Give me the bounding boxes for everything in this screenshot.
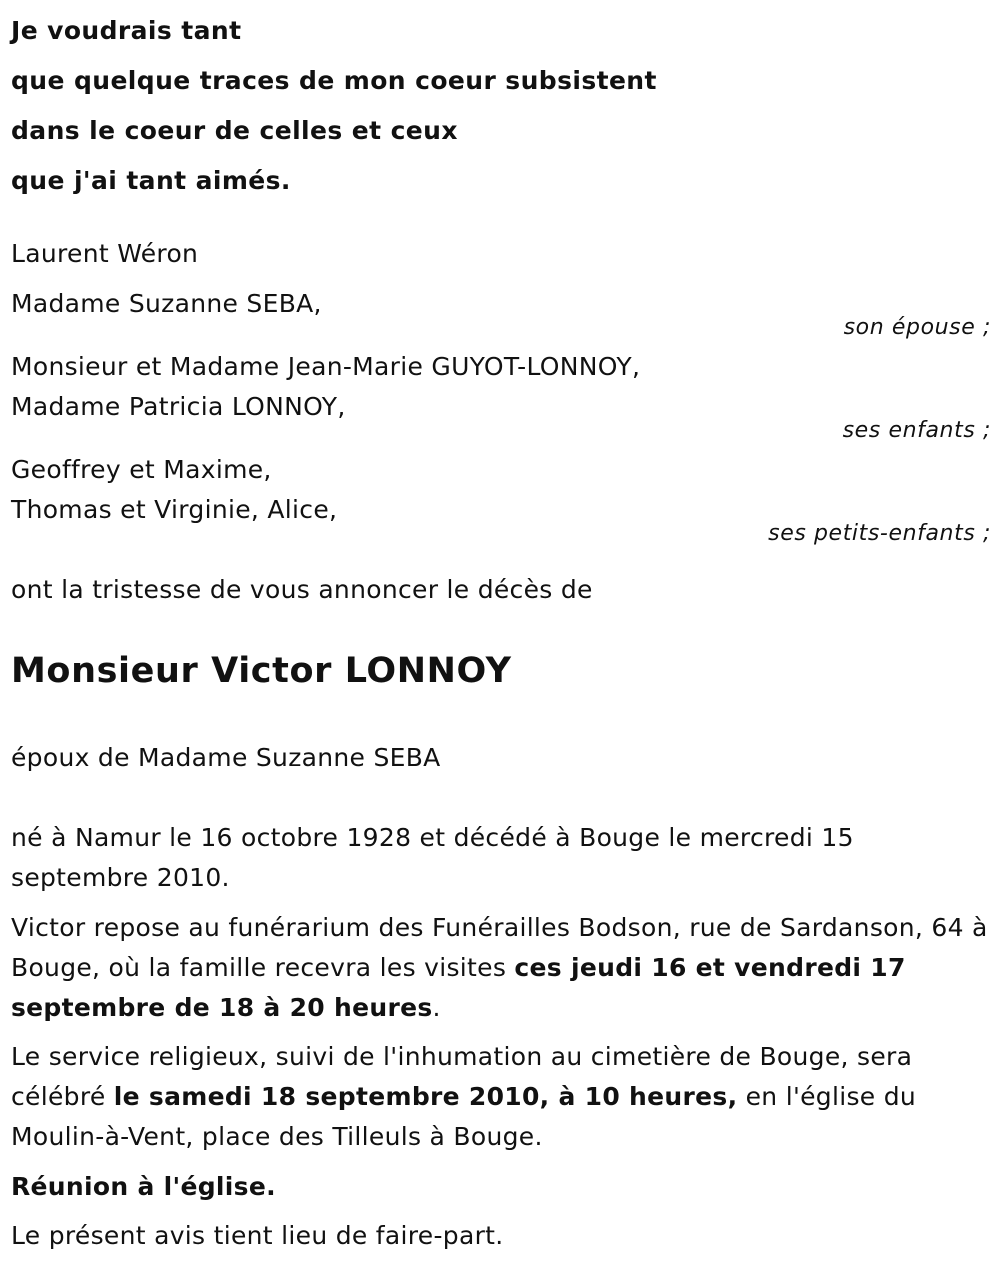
- closing-note: Le présent avis tient lieu de faire-part.: [11, 1221, 504, 1250]
- service-text: Le service religieux, suivi de l'inhumation au cimetière de Bouge, sera célébré: [11, 1042, 913, 1111]
- poem-line: Je voudrais tant: [11, 16, 242, 45]
- role-epouse: son épouse ;: [843, 315, 991, 340]
- deceased-name: Monsieur Victor LONNOY: [11, 651, 512, 691]
- family-member-guyot: Monsieur et Madame Jean-Marie GUYOT-LONNOY,: [11, 352, 641, 381]
- poem-line: que j'ai tant aimés.: [11, 166, 291, 195]
- meeting-note: Réunion à l'église.: [11, 1172, 276, 1201]
- family-member-suzanne: Madame Suzanne SEBA,: [11, 289, 322, 318]
- spouse-line: époux de Madame Suzanne SEBA: [11, 743, 441, 772]
- role-enfants: ses enfants ;: [842, 418, 991, 443]
- visitation-end: .: [432, 993, 441, 1022]
- poem: [11, 6, 657, 206]
- family-member-geoffrey: Geoffrey et Maxime,: [11, 455, 272, 484]
- service-date: le samedi 18 septembre 2010, à 10 heures,: [113, 1082, 738, 1111]
- poem-line: que quelque traces de mon coeur subsistent: [11, 66, 657, 95]
- announcement-text: ont la tristesse de vous annoncer le décès de: [11, 575, 593, 604]
- poem-line: dans le coeur de celles et ceux: [11, 116, 458, 145]
- service-location: en l'église du Moulin-à-Vent, place des Tilleuls à Bouge.: [11, 1082, 917, 1151]
- service-paragraph: [11, 1037, 996, 1157]
- role-petits-enfants: ses petits-enfants ;: [768, 521, 991, 546]
- family-member-thomas: Thomas et Virginie, Alice,: [11, 495, 338, 524]
- visitation-text: Victor repose au funérarium des Funérailles Bodson, rue de Sardanson, 64 à Bouge, où la famille recevra les visites: [11, 913, 988, 982]
- family-member-laurent: Laurent Wéron: [11, 239, 199, 268]
- visitation-paragraph: [11, 908, 996, 1028]
- visitation-dates: ces jeudi 16 et vendredi 17 septembre de 18 à 20 heures: [11, 953, 906, 1022]
- birth-death-paragraph: né à Namur le 16 octobre 1928 et décédé à Bouge le mercredi 15 septembre 2010.: [11, 823, 854, 892]
- family-member-patricia: Madame Patricia LONNOY,: [11, 392, 346, 421]
